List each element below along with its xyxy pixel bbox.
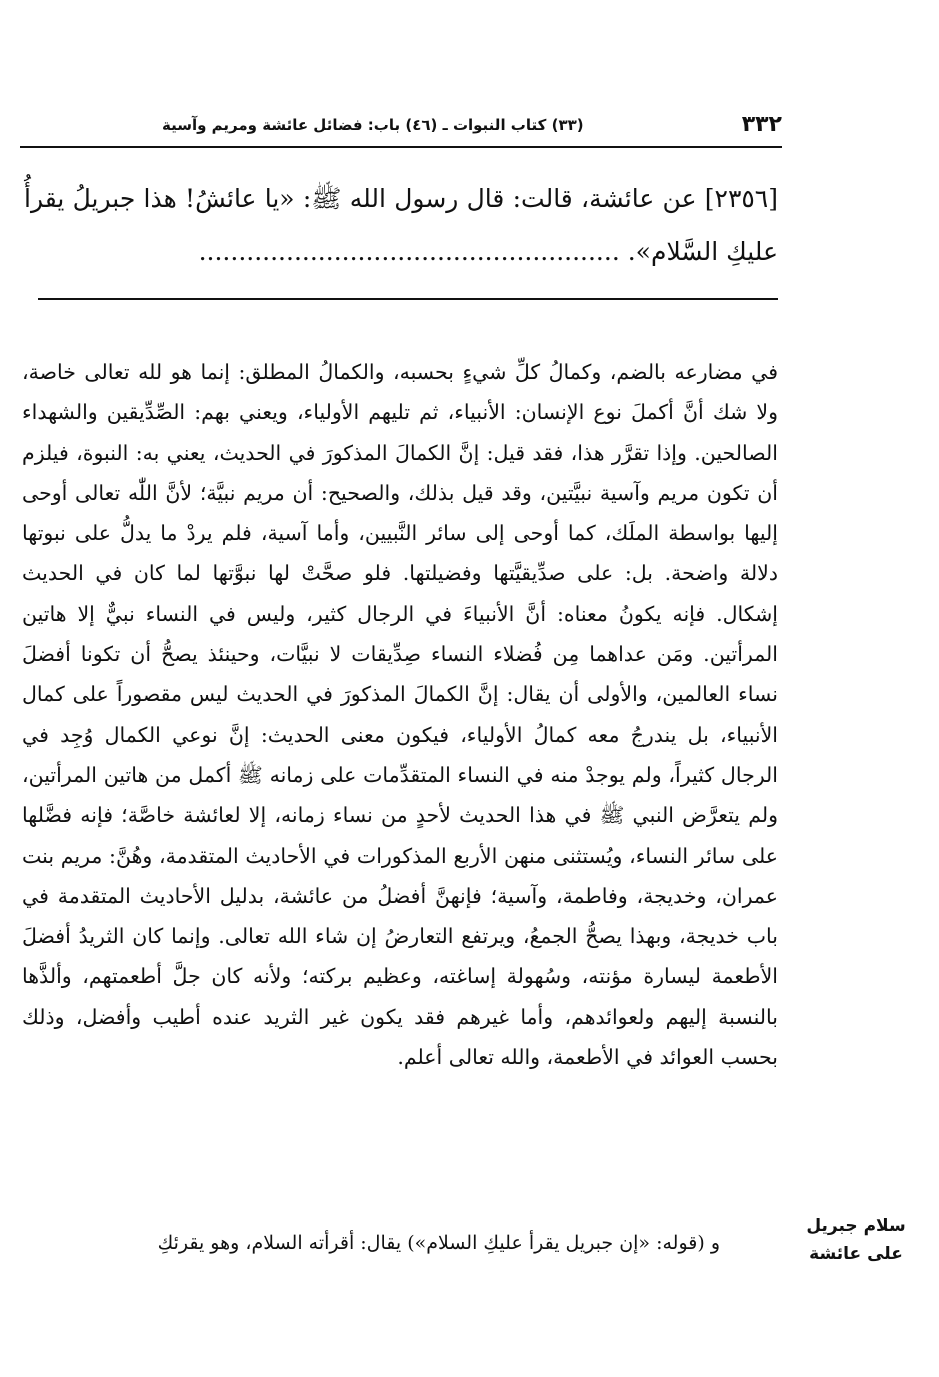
header-rule: [20, 146, 782, 148]
commentary-block: [22, 352, 778, 1077]
margin-note-line-1: سلام جبريل: [806, 1216, 906, 1236]
hadith-ellipsis: .....................................................: [198, 237, 620, 266]
margin-note: [800, 1212, 912, 1268]
hadith-text: [٢٣٥٦] عن عائشة، قالت: قال رسول الله ﷺ: «يا عائشُ! هذا جبريلُ يقرأُ عليكِ السَّلام».: [24, 184, 778, 266]
commentary-paragraph: في مضارعه بالضم، وكمالُ كلِّ شيءٍ بحسبه، والكمالُ المطلق: إنما هو لله تعالى خاصة، ولا شك أنَّ أكملَ نوع الإنسان: الأنبياء، ثم تليهم الأولياء، ويعني بهم: الصِّدِّيقين والشهداء الصالحين. وإذا تقرَّر هذا، فقد قيل: إنَّ الكمالَ المذكورَ في الحديث، يعني به: النبوة، فيلزم أن تكون مريم وآسية نبيَّتين، وقد قيل بذلك، والصحيح: أن مريم نبيَّة؛ لأنَّ اللّٰه تعالى أوحى إليها بواسطة الملَك، كما أوحى إلى سائر النَّبيين، وأما آسية، فلم يردْ ما يدلُّ على نبوتها دلالة واضحة. بل: على صدِّيقيَّتها وفضيلتها. فلو صحَّتْ لها نبوَّتها لما كان في الحديث إشكال. فإنه يكونُ معناه: أنَّ الأنبياءَ في الرجال كثير، وليس في النساء نبيٌّ إلا هاتين المرأتين. ومَن عداهما مِن فُضلاء النساء صِدِّيقات لا نبيَّات، وحينئذ يصحُّ أن تكونا أفضلَ نساء العالمين، والأولى أن يقال: إنَّ الكمالَ المذكورَ في الحديث ليس مقصوراً على كمال الأنبياء، بل يندرجُ معه كمالُ الأولياء، فيكون معنى الحديث: إنَّ نوعي الكمال وُجِد في الرجال كثيراً، ولم يوجدْ منه في النساء المتقدِّمات على زمانه ﷺ أكمل من هاتين المرأتين، ولم يتعرَّض النبي ﷺ في هذا الحديث لأحدٍ من نساء زمانه، إلا لعائشة خاصَّة؛ فإنه فضَّلها على سائر النساء، ويُستثنى منهن الأربع المذكورات في الأحاديث المتقدمة، وهُنَّ: مريم بنت عمران، وخديجة، وفاطمة، وآسية؛ فإنهنَّ أفضلُ من عائشة، بدليل الأحاديث المتقدمة في باب خديجة، وبهذا يصحُّ الجمعُ، ويرتفع التعارضُ إن شاء الله تعالى. وإنما كان الثريدُ أفضلَ الأطعمة ليسارة مؤنته، وسُهولة إساغته، وعظيم بركته؛ ولأنه كان جلَّ أطعمتهم، وألذَّها بالنسبة إليهم ولعوائدهم، وأما غيرهم فقد يكون غير الثريد عنده أطيب وأفضل، وذلك بحسب العوائد في الأطعمة، والله تعالى أعلم.: [22, 360, 778, 1070]
continuation-line: و (قوله: «إن جبريل يقرأ عليكِ السلام») يقال: أقرأته السلام، وهو يقرئكِ: [157, 1232, 720, 1254]
margin-note-line-2: على عائشة: [809, 1244, 903, 1264]
page-number: ٣٣٢: [741, 112, 782, 137]
page-header: [20, 112, 782, 140]
running-title: (٣٣) كتاب النبوات ـ (٤٦) باب: فضائل عائشة ومريم وآسية: [162, 116, 584, 134]
hadith-block: [24, 172, 778, 278]
section-divider: [38, 298, 778, 300]
